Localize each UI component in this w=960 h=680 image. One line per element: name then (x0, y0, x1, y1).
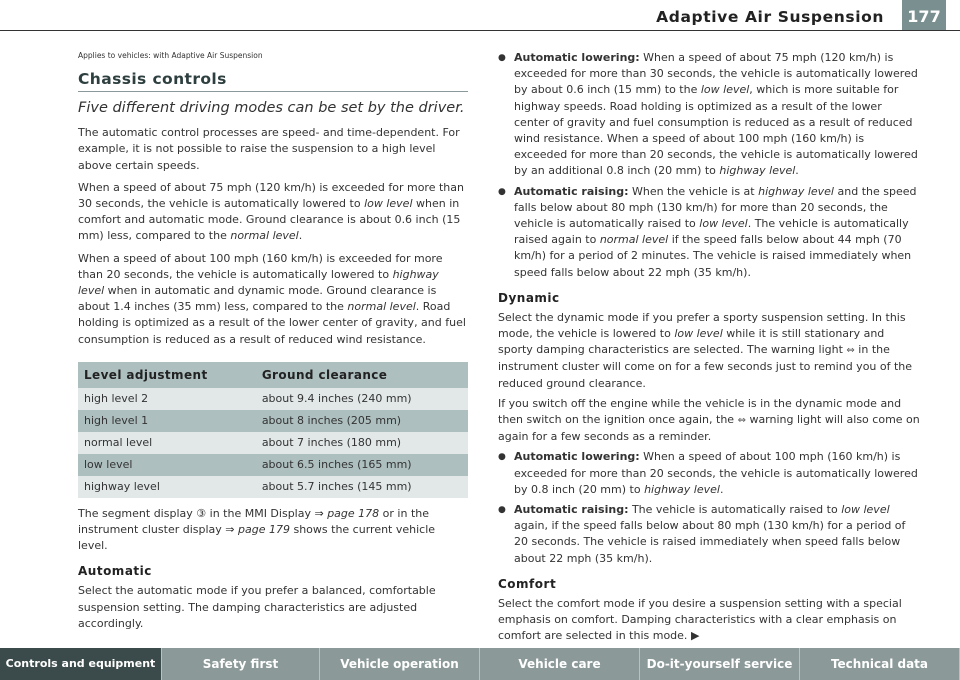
tab-diy-service[interactable]: Do-it-yourself service (640, 648, 800, 680)
table-row: high level 2 about 9.4 inches (240 mm) (78, 388, 468, 410)
table-header: Level adjustment (78, 362, 256, 388)
tab-controls-equipment[interactable]: Controls and equipment (0, 648, 162, 680)
level-table (78, 362, 468, 498)
automatic-heading: Automatic (78, 564, 152, 579)
section-subtitle: Five different driving modes can be set by the driver. (78, 100, 465, 117)
header-divider (0, 30, 960, 31)
applies-to-note: Applies to vehicles: with Adaptive Air Suspension (78, 51, 263, 60)
section-heading: Chassis controls (78, 70, 468, 92)
table-header: Ground clearance (256, 362, 468, 388)
list-item: ● Automatic raising: The vehicle is automatically raised to low level again, if the speed falls below about 80 mph (130 km/h) for a period of 20 seconds. The vehicle is raised immediately when speed falls below about 22 mph (35 km/h). (498, 502, 920, 567)
table-row: low level about 6.5 inches (165 mm) (78, 454, 468, 476)
intro-paragraph: The automatic control processes are speed- and time-dependent. For example, it is not possible to raise the suspension to a high level above certain speeds. (78, 126, 460, 172)
suspension-warning-icon: ⇔ (737, 415, 746, 427)
comfort-paragraph: Select the comfort mode if you desire a suspension setting with a special emphasis on comfort. Damping characteristics with a clear emphasis on comfort are selected in this mode. ▶ (498, 596, 902, 643)
left-column (78, 48, 468, 638)
dynamic-paragraph: Select the dynamic mode if you prefer a sporty suspension setting. In this mode, the vehicle is lowered to low level while it is still stationary and sporty damping characteristics are selected. The warning light ⇔ in the instrument cluster will come on for a few seconds just to remind you of the reduced ground clearance. (498, 310, 913, 390)
highway-level-paragraph: When a speed of about 100 mph (160 km/h) is exceeded for more than 20 seconds, the vehicle is automatically lowered to highway level when in automatic and dynamic mode. Ground clearance is about 1.4 inches (35 mm) less, compared to the normal level. Road holding is optimized as a result of the lower center of gravity, and fuel consumption is reduced as a result of reduced wind resistance. (78, 251, 466, 346)
comfort-heading: Comfort (498, 576, 557, 591)
tab-technical-data[interactable]: Technical data (800, 648, 960, 680)
suspension-warning-icon: ⇔ (846, 345, 855, 357)
dynamic-reminder-paragraph: If you switch off the engine while the vehicle is in the dynamic mode and then switch on the ignition once again, the ⇔ warning light will also come on again for a few seconds as a reminder. (498, 396, 920, 444)
table-row: normal level about 7 inches (180 mm) (78, 432, 468, 454)
dynamic-heading: Dynamic (498, 290, 560, 305)
tab-vehicle-care[interactable]: Vehicle care (480, 648, 640, 680)
page-link[interactable]: page 179 (238, 523, 290, 537)
footer-nav (0, 648, 960, 680)
automatic-paragraph: Select the automatic mode if you prefer a balanced, comfortable suspension setting. The damping characteristics are adjusted accordingly. (78, 584, 436, 630)
tab-vehicle-operation[interactable]: Vehicle operation (320, 648, 480, 680)
page-header-title: Adaptive Air Suspension (656, 8, 884, 26)
right-column (498, 50, 920, 649)
list-item: ● Automatic lowering: When a speed of about 100 mph (160 km/h) is exceeded for more than 20 seconds, the vehicle is automatically lowered by 0.8 inch (20 mm) to highway level. (498, 449, 920, 498)
list-item: ● Automatic lowering: When a speed of about 75 mph (120 km/h) is exceeded for more than 30 seconds, the vehicle is automatically lowered by about 0.6 inch (15 mm) to the low level, which is more suitable for highway speeds. Road holding is optimized as a result of the lower center of gravity and fuel consumption is reduced as a result of reduced wind resistance. When a speed of about 100 mph (160 km/h) is exceeded for more than 20 seconds, the vehicle is automatically lowered by an additional 0.8 inch (20 mm) to highway level. (498, 50, 920, 180)
page-number: 177 (902, 0, 946, 31)
continue-arrow-icon: ▶ (690, 629, 700, 643)
list-item: ● Automatic raising: When the vehicle is at highway level and the speed falls below about 80 mph (130 km/h) for more than 20 seconds, the vehicle is automatically raised to low level. The vehicle is automatically raised again to normal level if the speed falls below about 44 mph (70 km/h) for a period of 2 minutes. The vehicle is raised immediately when speed falls below about 22 mph (35 km/h). (498, 184, 920, 281)
tab-safety-first[interactable]: Safety first (162, 648, 320, 680)
page-link[interactable]: page 178 (327, 506, 380, 520)
table-row: highway level about 5.7 inches (145 mm) (78, 476, 468, 498)
table-row: high level 1 about 8 inches (205 mm) (78, 410, 468, 432)
segment-display-paragraph: The segment display ③ in the MMI Display ⇒ page 178 or in the instrument cluster display ⇒ page 179 shows the current vehicle level. (78, 506, 436, 553)
low-level-paragraph: When a speed of about 75 mph (120 km/h) is exceeded for more than 30 seconds, the vehicle is automatically lowered to low level when in comfort and automatic mode. Ground clearance is about 0.6 inch (15 mm) less, compared to the normal level. (78, 180, 464, 243)
